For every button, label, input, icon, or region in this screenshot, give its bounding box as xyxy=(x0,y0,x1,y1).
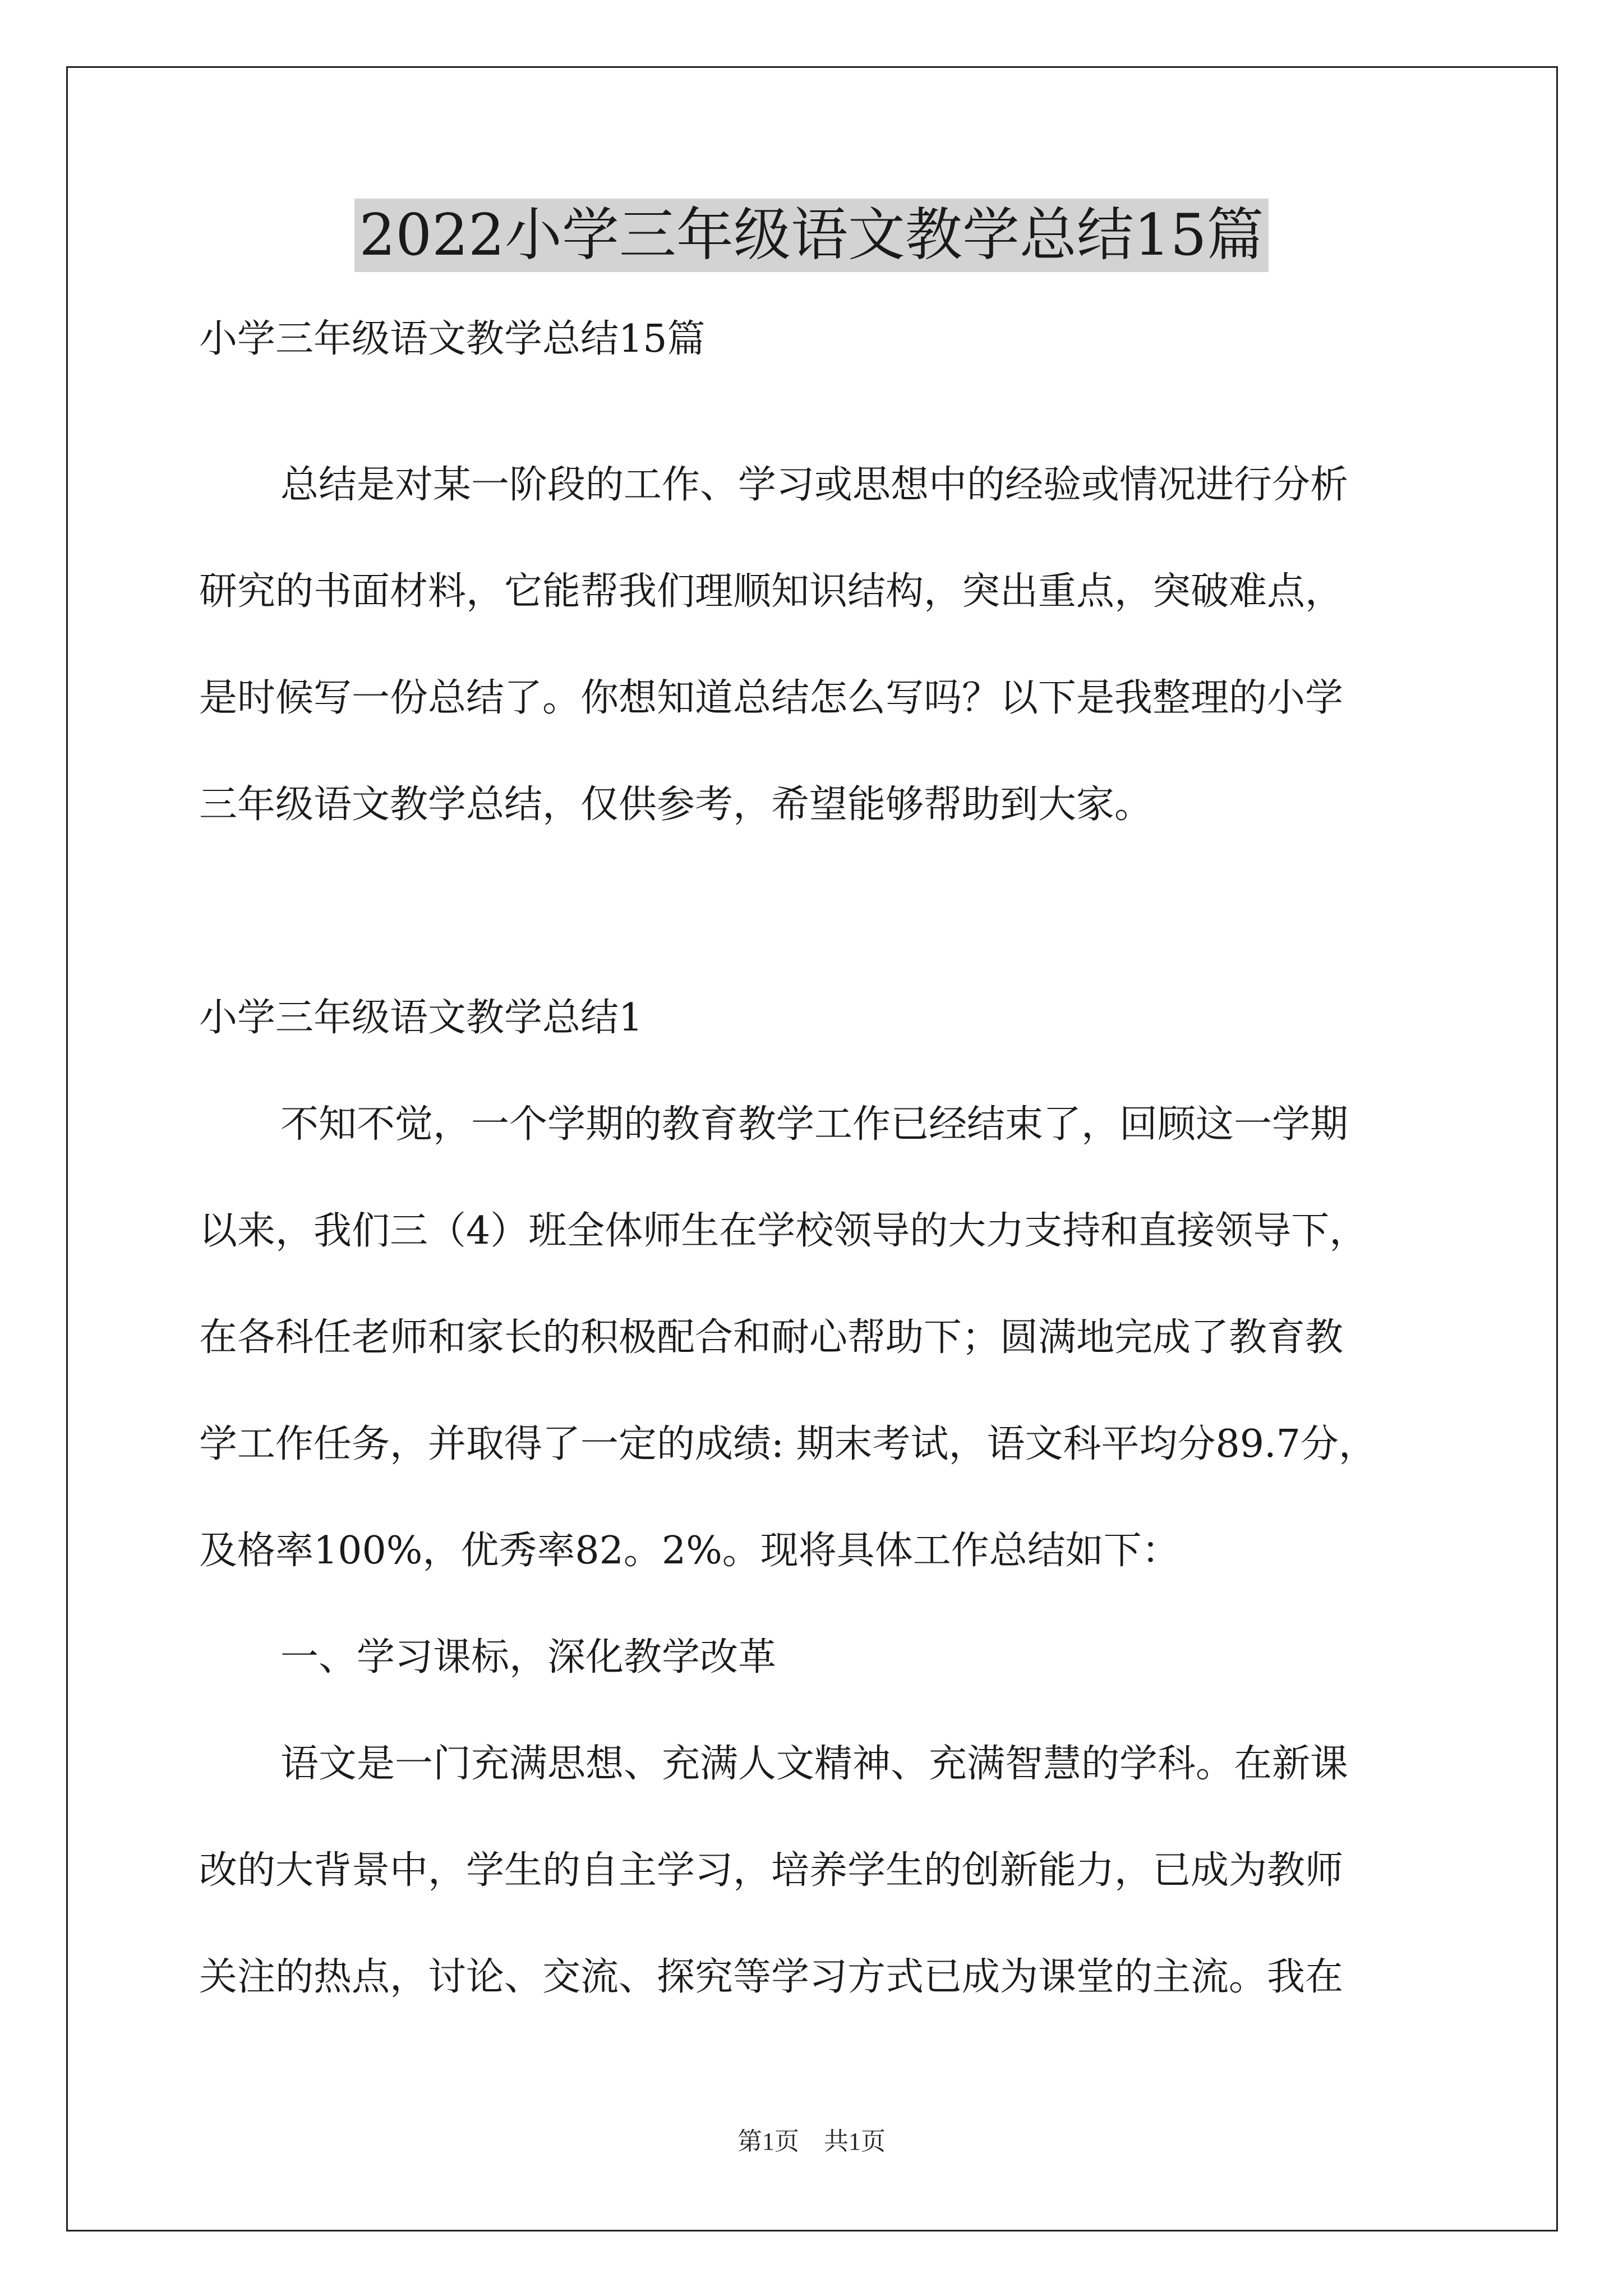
paragraph-line: 研究的书面材料，它能帮我们理顺知识结构，突出重点，突破难点， xyxy=(199,569,1344,614)
paragraph-line: 语文是一门充满思想、充满人文精神、充满智慧的学科。在新课 xyxy=(280,1742,1349,1786)
paragraph-line: 改的大背景中，学生的自主学习，培养学生的创新能力，已成为教师 xyxy=(199,1848,1344,1893)
document-title xyxy=(0,196,1623,275)
paragraph-line: 不知不觉，一个学期的教育教学工作已经结束了，回顾这一学期 xyxy=(280,1102,1349,1147)
page-footer: 第1页 共1页 xyxy=(737,2128,886,2155)
document-title-text: 2022小学三年级语文教学总结15篇 xyxy=(354,199,1268,272)
paragraph-line: 关注的热点，讨论、交流、探究等学习方式已成为课堂的主流。我在 xyxy=(199,1955,1344,1999)
paragraph-line: 以来，我们三（4）班全体师生在学校领导的大力支持和直接领导下， xyxy=(199,1209,1368,1253)
subsection-heading: 一、学习课标，深化教学改革 xyxy=(280,1635,777,1680)
paragraph-line: 三年级语文教学总结，仅供参考，希望能够帮助到大家。 xyxy=(199,783,1153,827)
paragraph-line: 是时候写一份总结了。你想知道总结怎么写吗？以下是我整理的小学 xyxy=(199,676,1344,720)
paragraph-line: 学工作任务，并取得了一定的成绩: 期末考试，语文科平均分89.7分， xyxy=(199,1422,1377,1466)
section-heading: 小学三年级语文教学总结1 xyxy=(199,996,643,1040)
subtitle: 小学三年级语文教学总结15篇 xyxy=(199,317,706,361)
paragraph-line: 在各科任老师和家长的积极配合和耐心帮助下；圆满地完成了教育教 xyxy=(199,1315,1344,1360)
paragraph-line: 总结是对某一阶段的工作、学习或思想中的经验或情况进行分析 xyxy=(280,463,1349,507)
paragraph-line: 及格率100%，优秀率82。2%。现将具体工作总结如下： xyxy=(199,1529,1180,1573)
